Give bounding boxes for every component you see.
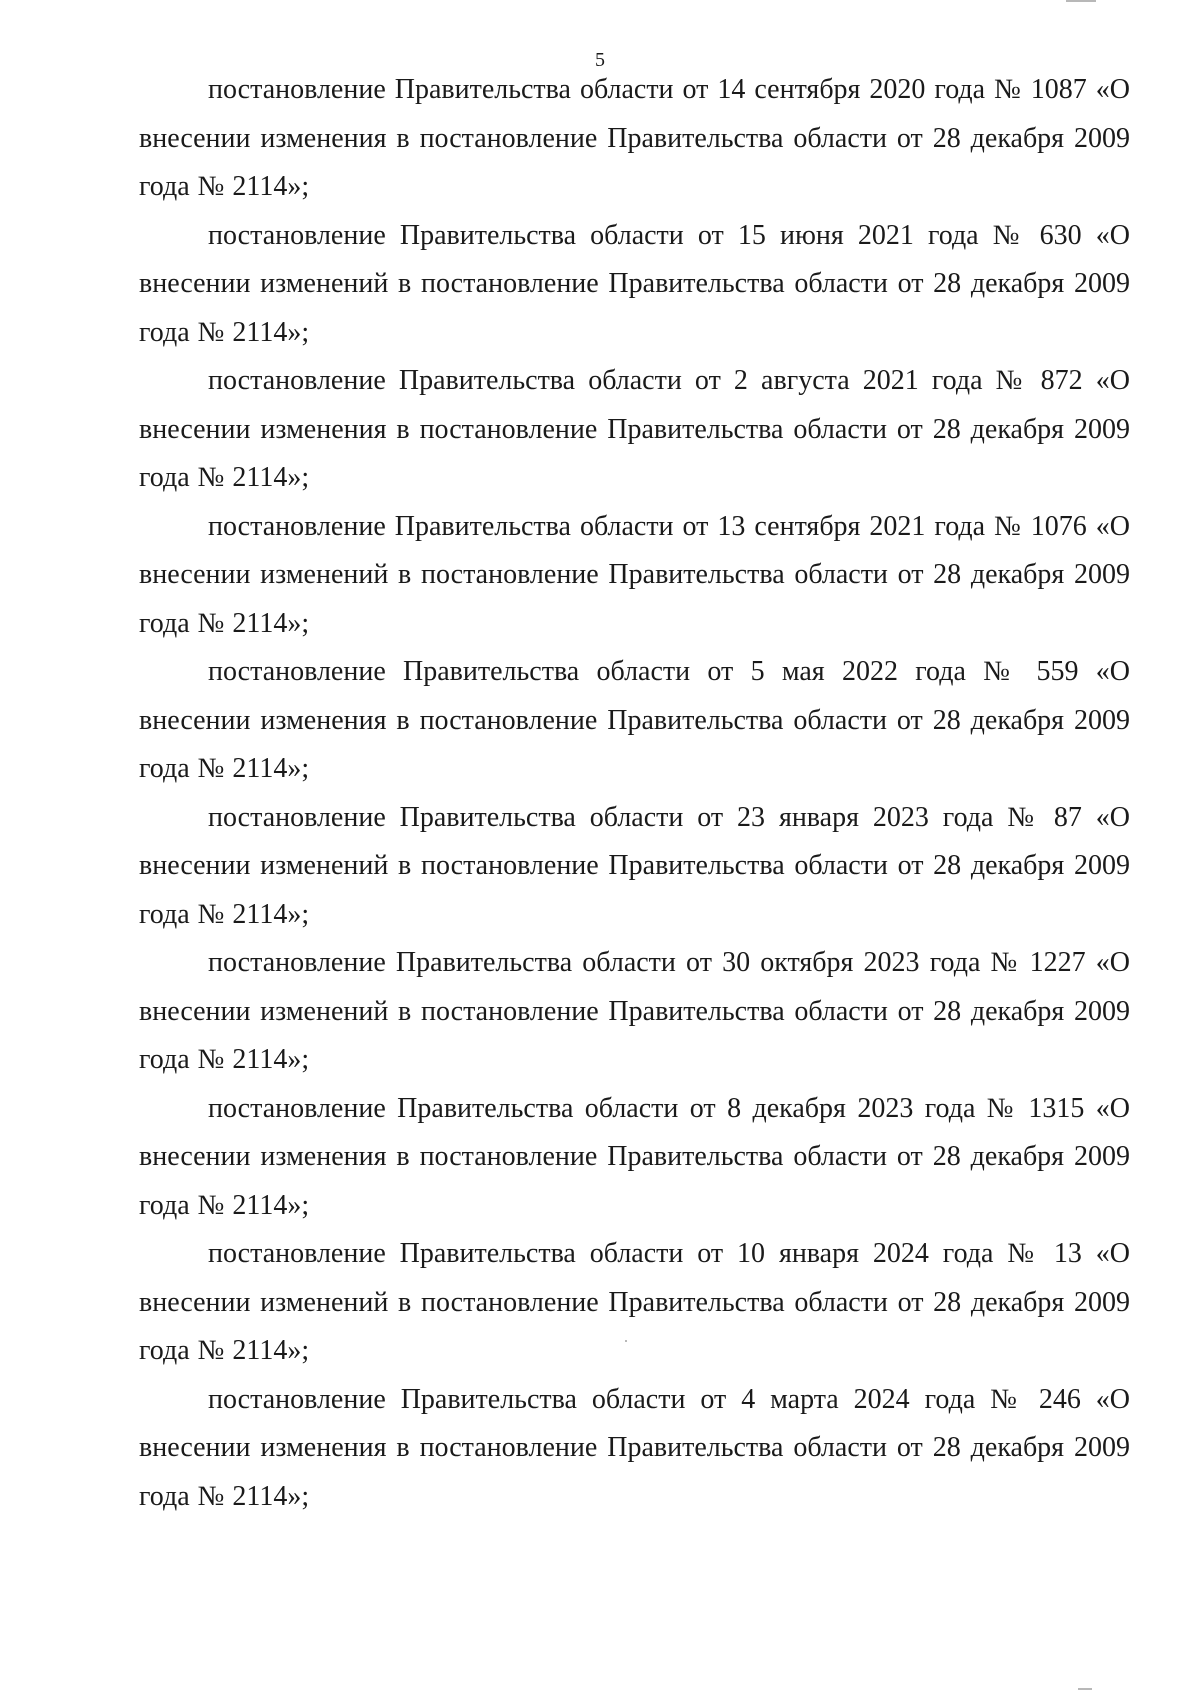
scan-artifact-top-right bbox=[1066, 0, 1096, 2]
paragraph-7: постановление Правительства области от 30 октября 2023 года № 1227 «О внесении изменений в постановление Правительства области от 28 декабря 2009 года № 2114»; bbox=[139, 947, 1130, 1075]
paragraph-6: постановление Правительства области от 23 января 2023 года № 87 «О внесении изменений в постановление Правительства области от 28 декабря 2009 года № 2114»; bbox=[139, 801, 1130, 930]
scan-artifact-bottom-right bbox=[1078, 1688, 1092, 1690]
paragraph-2: постановление Правительства области от 15 июня 2021 года № 630 «О внесении изменений в постановление Правительства области от 28 декабря 2009 года № 2114»; bbox=[139, 219, 1130, 348]
paragraph-1: постановление Правительства области от 14 сентября 2020 года № 1087 «О внесении изменения в постановление Правительства области от 28 декабря 2009 года № 2114»; bbox=[139, 74, 1130, 202]
paragraph-5: постановление Правительства области от 5 мая 2022 года № 559 «О внесении изменения в постановление Правительства области от 28 декабря 2009 года № 2114»; bbox=[139, 656, 1130, 784]
page-number: 5 bbox=[595, 49, 605, 71]
paragraph-8: постановление Правительства области от 8 декабря 2023 года № 1315 «О внесении изменения в постановление Правительства области от 28 декабря 2009 года № 2114»; bbox=[139, 1092, 1130, 1221]
scan-artifact-dot bbox=[625, 1340, 627, 1342]
paragraph-3: постановление Правительства области от 2 августа 2021 года № 872 «О внесении изменения в постановление Правительства области от 28 декабря 2009 года № 2114»; bbox=[139, 365, 1130, 493]
paragraph-4: постановление Правительства области от 13 сентября 2021 года № 1076 «О внесении изменений в постановление Правительства области от 28 декабря 2009 года № 2114»; bbox=[139, 510, 1130, 639]
paragraph-9: постановление Правительства области от 10 января 2024 года № 13 «О внесении изменений в постановление Правительства области от 28 декабря 2009 года № 2114»; bbox=[139, 1238, 1130, 1366]
document-body bbox=[139, 66, 1130, 1521]
paragraph-10: постановление Правительства области от 4 марта 2024 года № 246 «О внесении изменения в постановление Правительства области от 28 декабря 2009 года № 2114»; bbox=[139, 1383, 1130, 1512]
